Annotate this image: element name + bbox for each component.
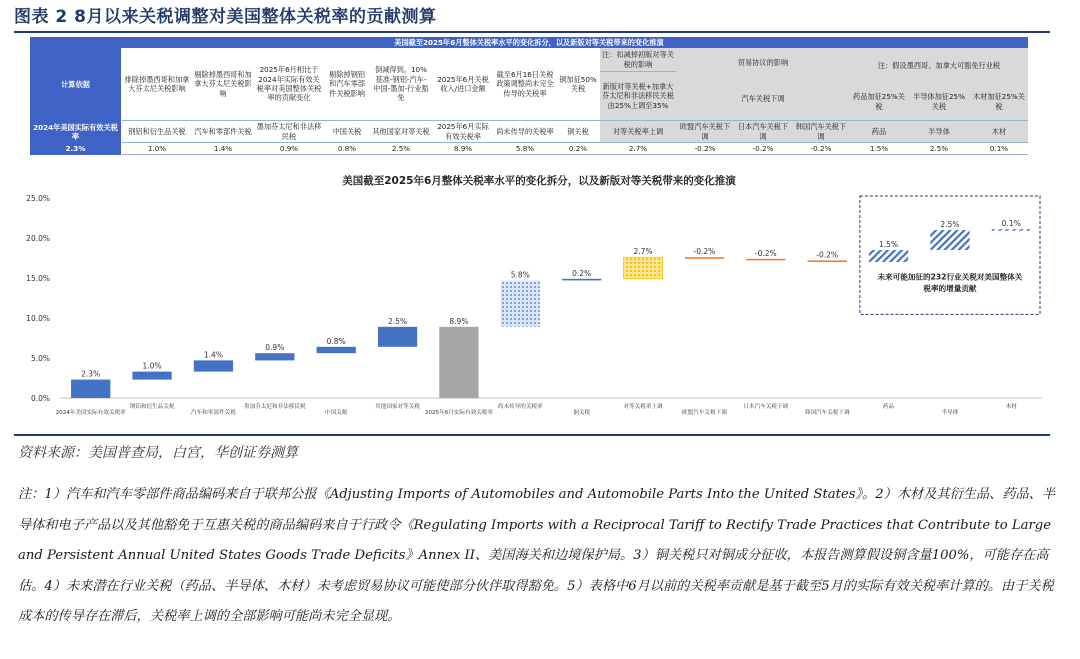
trade-subheader: 汽车关税下调 bbox=[676, 78, 850, 121]
column-basis: 截至6月16日关税政策调整尚未完全传导的关税率 bbox=[494, 48, 556, 121]
bar-value-label: 8.9% bbox=[449, 316, 469, 326]
waterfall-bar bbox=[317, 347, 356, 353]
column-value: 2.7% bbox=[600, 143, 676, 155]
column-name: 日本汽车关税下调 bbox=[734, 121, 792, 143]
x-category-label: 日本汽车关税下调 bbox=[743, 404, 789, 410]
x-category-label: 半导体 bbox=[941, 410, 959, 416]
base-value: 2.3% bbox=[30, 143, 122, 155]
column-basis: 剔除掉墨西哥和加拿大芬太尼关税影响 bbox=[192, 48, 254, 121]
y-tick-label: 10.0% bbox=[26, 314, 50, 323]
x-category-label: 铜关税 bbox=[573, 410, 591, 416]
column-basis: 排除掉墨西哥和加拿大芬太尼关税影响 bbox=[122, 48, 192, 121]
column-name: 药品 bbox=[850, 121, 908, 143]
column-basis: 新版对等关税+加拿大芬太尼和非法移民关税由25%上调至35% bbox=[600, 72, 676, 121]
source-note: 资料来源：美国普查局，白宫，华创证券测算 bbox=[18, 445, 298, 461]
waterfall-bar bbox=[132, 372, 171, 380]
y-tick-label: 15.0% bbox=[26, 274, 50, 283]
waterfall-chart bbox=[26, 166, 1048, 428]
column-basis: 2025年6月关税收入/进口金额 bbox=[432, 48, 494, 121]
column-basis: 药品加征25%关税 bbox=[850, 83, 908, 121]
data-table bbox=[30, 37, 1038, 157]
x-category-label: 墨加芬太尼和非法移民税 bbox=[244, 404, 306, 410]
bar-value-label: 2.3% bbox=[81, 369, 101, 379]
x-category-label: 2024年美国实际有效关税率 bbox=[55, 410, 126, 416]
column-value: 1.4% bbox=[192, 143, 254, 155]
x-category-label: 钢铝和衍生品关税 bbox=[129, 404, 175, 410]
bar-value-label: 0.9% bbox=[265, 343, 285, 353]
chart-title: 美国截至2025年6月整体关税率水平的变化拆分，以及新版对等关税带来的变化推演 bbox=[342, 175, 736, 187]
bar-value-label: -0.2% bbox=[754, 248, 777, 258]
x-category-label: 2025年6月实际有效关税率 bbox=[424, 410, 494, 416]
x-category-label: 尚未传导的关税率 bbox=[497, 404, 543, 410]
annotation-line-2: 税率的增量贡献 bbox=[923, 283, 977, 293]
chart-svg bbox=[26, 166, 1048, 428]
y-tick-label: 5.0% bbox=[30, 354, 50, 363]
waterfall-bar bbox=[685, 257, 724, 259]
column-name: 对等关税率上调 bbox=[600, 121, 676, 143]
base-label: 2024年美国实际有效关税率 bbox=[30, 121, 122, 143]
x-category-label: 其他国家对等关税 bbox=[375, 404, 420, 410]
figure-title: 图表 2 8月以来关税调整对美国整体关税率的贡献测算 bbox=[14, 7, 437, 27]
column-name: 汽车和零部件关税 bbox=[192, 121, 254, 143]
bar-value-label: 1.5% bbox=[879, 240, 899, 249]
column-value: 1.5% bbox=[850, 143, 908, 155]
bar-value-label: 2.5% bbox=[388, 316, 408, 326]
y-tick-label: 20.0% bbox=[26, 234, 50, 243]
waterfall-bar bbox=[623, 257, 662, 279]
column-name: 韩国汽车关税下调 bbox=[792, 121, 850, 143]
waterfall-bar bbox=[501, 280, 540, 326]
column-name: 墨加芬太尼和非法移民税 bbox=[254, 121, 324, 143]
column-basis: 剔除掉钢铝和汽车零部件关税影响 bbox=[324, 48, 370, 121]
column-basis: 半导体加征25%关税 bbox=[908, 83, 970, 121]
x-category-label: 韩国汽车关税下调 bbox=[804, 410, 850, 416]
x-category-label: 中国关税 bbox=[324, 410, 348, 416]
waterfall-bar bbox=[562, 279, 601, 281]
column-name: 尚未传导的关税率 bbox=[494, 121, 556, 143]
column-value: 0.9% bbox=[254, 143, 324, 155]
waterfall-bar bbox=[378, 327, 417, 347]
column-basis: 铜加征50%关税 bbox=[556, 48, 600, 121]
column-value: -0.2% bbox=[734, 143, 792, 155]
bar-value-label: 1.0% bbox=[142, 361, 162, 371]
column-name: 中国关税 bbox=[324, 121, 370, 143]
column-value: 2.5% bbox=[908, 143, 970, 155]
column-value: 2.5% bbox=[370, 143, 432, 155]
column-value: -0.2% bbox=[792, 143, 850, 155]
column-note-header: 注：扣减掉初版对等关税的影响 bbox=[600, 48, 676, 72]
column-value: 5.8% bbox=[494, 143, 556, 155]
x-category-label: 药品 bbox=[882, 404, 895, 410]
x-category-label: 对等关税率上调 bbox=[623, 404, 663, 410]
column-name: 半导体 bbox=[908, 121, 970, 143]
waterfall-bar bbox=[439, 327, 478, 398]
column-name: 欧盟汽车关税下调 bbox=[676, 121, 734, 143]
bar-value-label: 0.2% bbox=[572, 268, 592, 278]
y-tick-label: 0.0% bbox=[30, 394, 50, 403]
waterfall-bar bbox=[255, 353, 294, 360]
column-value: -0.2% bbox=[676, 143, 734, 155]
bar-value-label: 1.4% bbox=[203, 350, 223, 360]
column-name: 钢铝和衍生品关税 bbox=[122, 121, 192, 143]
column-value: 0.8% bbox=[324, 143, 370, 155]
bar-value-label: 2.7% bbox=[633, 247, 653, 257]
y-tick-label: 25.0% bbox=[26, 194, 50, 203]
bar-value-label: -0.2% bbox=[693, 247, 716, 257]
column-value: 0.1% bbox=[970, 143, 1028, 155]
future-header: 注：假设墨西哥、加拿大可豁免行业税 bbox=[850, 48, 1028, 83]
waterfall-bar bbox=[992, 229, 1031, 231]
column-name: 2025年6月实际有效关税率 bbox=[432, 121, 494, 143]
bar-value-label: 5.8% bbox=[510, 270, 530, 280]
column-value: 0.2% bbox=[556, 143, 600, 155]
trade-header: 贸易协议的影响 bbox=[676, 48, 850, 78]
annotation-line-1: 未来可能加征的232行业关税对美国整体关 bbox=[877, 272, 1023, 282]
table-banner: 美国截至2025年6月整体关税率水平的变化拆分，以及新版对等关税带来的变化推演 bbox=[30, 37, 1028, 48]
x-category-label: 汽车和零部件关税 bbox=[191, 410, 236, 416]
waterfall-bar bbox=[746, 259, 785, 261]
waterfall-bar bbox=[71, 380, 110, 398]
column-name: 木材 bbox=[970, 121, 1028, 143]
column-basis: 倒减得到。10%基准-钢铝-汽车-中国-墨加-行业豁免 bbox=[370, 48, 432, 121]
bar-value-label: 0.1% bbox=[1001, 219, 1021, 229]
bar-value-label: -0.2% bbox=[816, 250, 839, 260]
waterfall-bar bbox=[194, 360, 233, 371]
footnotes: 注：1）汽车和汽车零部件商品编码来自于联邦公报《Adjusting Imports of Automobiles and Automobile Parts Into the United States》。2）木材及其衍生品、药品、半导体和电子产品以及其他豁免于互惠关税的商品编码来自于行政令《Regulating Imports with a Reciprocal Tariff to Rectify Trade Practices that Contribute to Large and Persistent Annual United States Goods Trade Deficits》Annex II、美国海关和边境保护局。3）铜关税只对铜成分征收，本报告测算假设铜含量100%，可能存在高估。4）未来潜在行业关税（药品、半导体、木材）未考虑贸易协议可能使部分伙伴取得豁免。5）表格中6月以前的关税率贡献是基于截至5月的实际有效关税率计算的。由于关税成本的传导存在滞后，关税率上调的全部影响可能尚未完全显现。 bbox=[18, 487, 1056, 624]
column-name: 其他国家对等关税 bbox=[370, 121, 432, 143]
bottom-rule bbox=[14, 434, 1050, 436]
column-value: 1.0% bbox=[122, 143, 192, 155]
column-name: 铜关税 bbox=[556, 121, 600, 143]
column-basis: 木材加征25%关税 bbox=[970, 83, 1028, 121]
bar-value-label: 2.5% bbox=[940, 220, 960, 229]
bar-value-label: 0.8% bbox=[326, 336, 346, 346]
waterfall-bar bbox=[869, 250, 908, 262]
column-value: 8.9% bbox=[432, 143, 494, 155]
waterfall-bar bbox=[808, 260, 847, 262]
waterfall-bar bbox=[930, 230, 969, 250]
x-category-label: 欧盟汽车关税下调 bbox=[682, 410, 727, 416]
top-rule bbox=[14, 31, 1050, 33]
basis-label: 计算依据 bbox=[30, 48, 122, 121]
column-basis: 2025年6月相比于2024年实际有效关税率对美国整体关税率的贡献变化 bbox=[254, 48, 324, 121]
x-category-label: 木材 bbox=[1005, 404, 1017, 410]
